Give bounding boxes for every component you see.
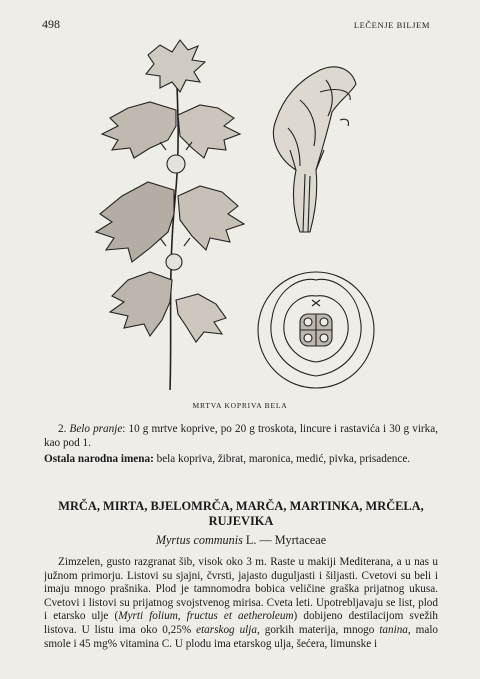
section-title: MRČA, MIRTA, BJELOMRČA, MARČA, MARTINKA, MRČELA, RUJEVIKA <box>58 499 424 528</box>
folk-names-text: bela kopriva, žibrat, maronica, medić, pivka, prisadence. <box>153 453 411 465</box>
description-italic-3: tanina <box>379 623 408 636</box>
description-paragraph <box>44 556 438 666</box>
description-italic-1: Myrti folium, fructus et aetheroleum <box>118 610 294 623</box>
description-text-4: , malo smole i 45 mg% vitamina C. U plodu ima etarskog ulja, šećera, limunske i <box>44 623 438 650</box>
description-text-1: Zimzelen, gusto razgranat šib, visok oko 3 m. Raste u makiji Mediterana, a u nas u južnom primorju. Listovi su sjajni, čvrsti, jajasto duguljasti i šiljasti. Cvetovi su beli i imaju mnogo prašnika. Plod je tamnomodra bobica veličine graška prijatnog ukusa. Cvetovi i listovi su prijatnog svojstvenog mirisa. Cveta leti. Upotrebljavaju se list, plod i etarsko ulje ( <box>44 556 438 623</box>
description-text-3: , gorkih materija, mnogo <box>257 623 380 636</box>
recipe-label: 2. <box>58 423 70 435</box>
recipe-text: : 10 g mrtve koprive, po 20 g troskota, lincure i rastavića i 30 g virka, kao pod 1. <box>44 423 439 449</box>
floral-diagram-icon <box>258 272 374 388</box>
latin-name: Myrtus communis <box>155 533 243 547</box>
latin-name-line <box>44 533 438 548</box>
plant-drawing-icon <box>96 40 244 390</box>
folk-names-paragraph <box>44 453 438 467</box>
recipe-paragraph <box>44 423 438 450</box>
recipe-name: Belo pranje <box>69 423 123 435</box>
page-number: 498 <box>42 17 60 31</box>
figure-caption: MRTVA KOPRIVA BELA <box>192 401 288 410</box>
folk-names-label: Ostala narodna imena: <box>44 453 154 465</box>
latin-author: L. — Myrtaceae <box>242 533 327 547</box>
running-title: LEČENJE BILJEM <box>353 20 430 30</box>
flower-section-icon <box>273 67 356 232</box>
description-italic-2: etarskog ulja <box>196 623 257 636</box>
description-text-2: ) dobijeno destilacijom svežih listova. U listu ima oko 0,25% <box>44 610 438 636</box>
